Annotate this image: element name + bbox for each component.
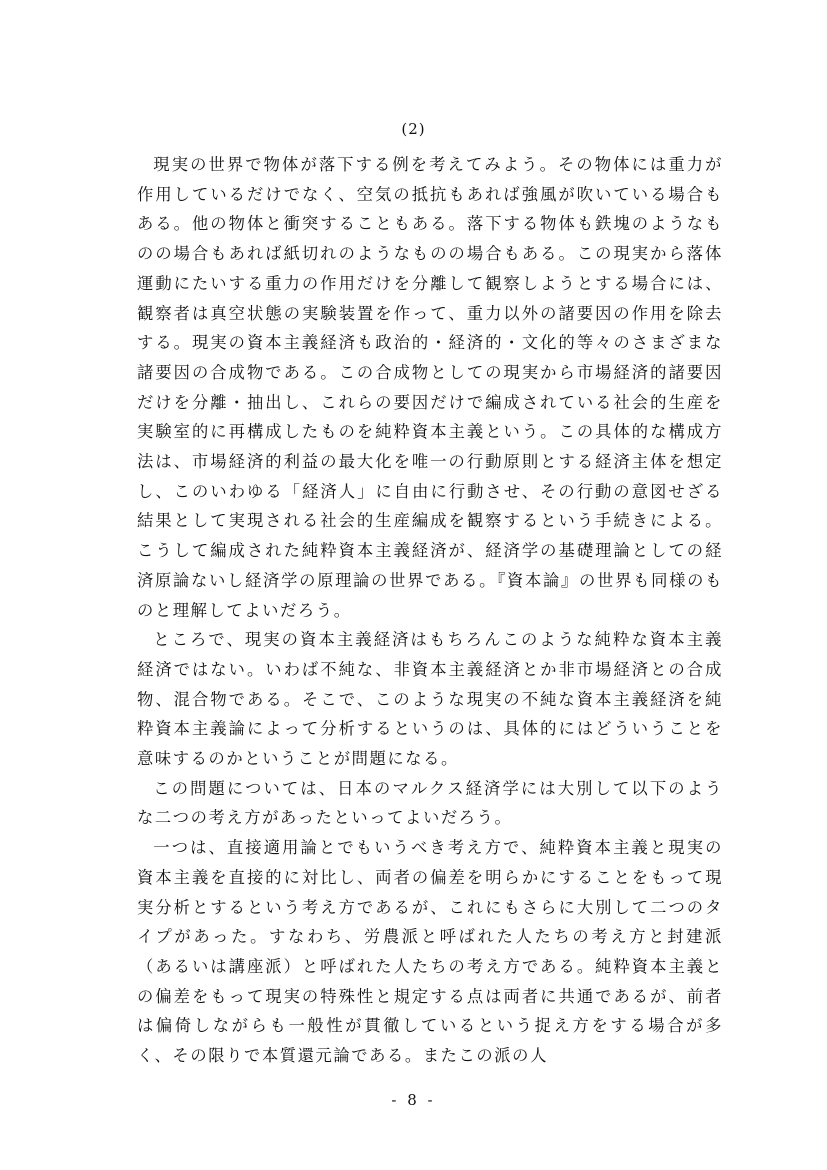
page-number: - 8 -: [391, 1091, 436, 1109]
section-number: (2): [401, 120, 426, 138]
paragraph-4: 一つは、直接適用論とでもいうべき考え方で、純粋資本主義と現実の資本主義を直接的に対比し、両者の偏差を明らかにすることをもって現実分析とするという考え方であるが、これにもさらに大別して二つのタイプがあった。すなわち、労農派と呼ばれた人たちの考え方と封建派（あるいは講座派）と呼ばれた人たちの考え方である。純粋資本主義との偏差をもって現実の特殊性と規定する点は両者に共通であるが、前者は偏倚しながらも一般性が貫徹しているという捉え方をする場合が多く、その限りで本質還元論である。またこの派の人: [137, 838, 723, 1066]
paragraph-3: この問題については、日本のマルクス経済学には大別して以下のような二つの考え方があったといってよいだろう。: [137, 778, 723, 828]
body-text: [137, 150, 723, 1071]
paragraph-1: 現実の世界で物体が落下する例を考えてみよう。その物体には重力が作用しているだけでなく、空気の抵抗もあれば強風が吹いている場合もある。他の物体と衝突することもある。落下する物体も鉄塊のようなものの場合もあれば紙切れのようなものの場合もある。この現実から落体運動にたいする重力の作用だけを分離して観察しようとする場合には、観察者は真空状態の実験装置を作って、重力以外の諸要因の作用を除去する。現実の資本主義経済も政治的・経済的・文化的等々のさまざまな諸要因の合成物である。この合成物としての現実から市場経済的諸要因だけを分離・抽出し、これらの要因だけで編成されている社会的生産を実験室的に再構成したものを純粋資本主義という。この具体的な構成方法は、市場経済的利益の最大化を唯一の行動原則とする経済主体を想定し、このいわゆる「経済人」に自由に行動させ、その行動の意図せざる結果として実現される社会的生産編成を観察するという手続きによる。こうして編成された純粋資本主義経済が、経済学の基礎理論としての経済原論ないし経済学の原理論の世界である。『資本論』の世界も同様のものと理解してよいだろう。: [137, 155, 723, 620]
paragraph-2: ところで、現実の資本主義経済はもちろんこのような純粋な資本主義経済ではない。いわば不純な、非資本主義経済とか非市場経済との合成物、混合物である。そこで、このような現実の不純な資本主義経済を純粋資本主義論によって分析するというのは、具体的にはどういうことを意味するのかということが問題になる。: [137, 630, 723, 769]
